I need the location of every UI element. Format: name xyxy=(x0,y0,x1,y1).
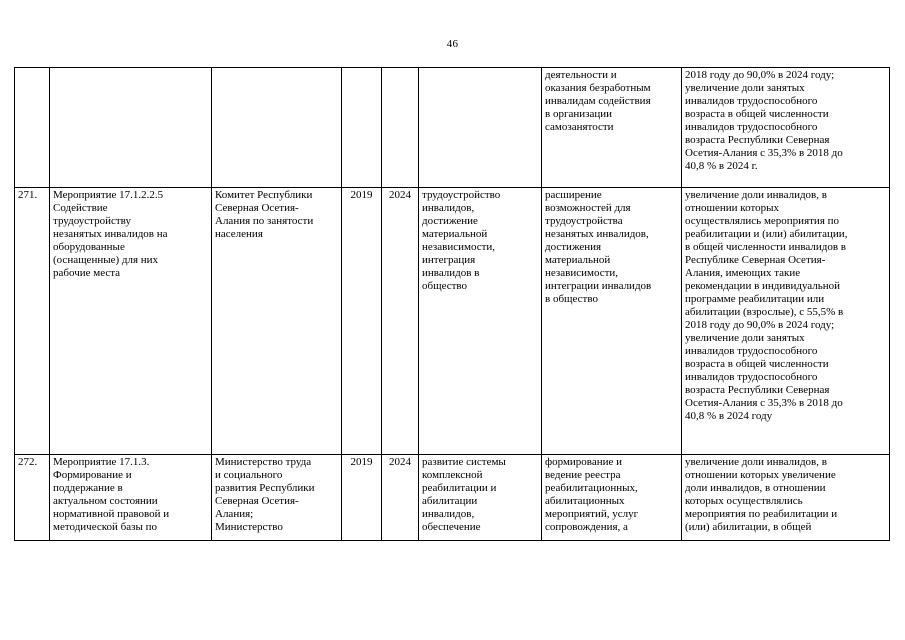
end-year-cell: 2024 xyxy=(382,188,419,455)
row-number-cell: 271. xyxy=(15,188,50,455)
cell-text-line: Мероприятие 17.1.3. xyxy=(53,456,150,468)
cell-text-line: Алания по занятости xyxy=(215,215,314,227)
cell-text-line: методической базы по xyxy=(53,521,158,533)
cell-text-line: общество xyxy=(422,280,468,292)
cell-text-line: Формирование и xyxy=(53,469,132,481)
cell-text-line: мероприятий, услуг xyxy=(545,508,639,520)
table-body xyxy=(15,68,890,541)
cell-text-line: абилитации xyxy=(422,495,478,507)
cell-text-line: абилитации (взрослые), с 55,5% в xyxy=(685,306,844,318)
cell-text-line: достижение xyxy=(422,215,478,227)
cell-text-line: инвалидов, xyxy=(422,202,475,214)
cell-text-line: отношении которых xyxy=(685,202,780,214)
cell-text-line: в организации xyxy=(545,108,612,120)
event-cell xyxy=(50,455,212,541)
cell-text-line: расширение xyxy=(545,189,602,201)
cell-text-line: достижения xyxy=(545,241,602,253)
cell-text-line: увеличение доли инвалидов, в xyxy=(685,189,827,201)
cell-text-line: оборудованные xyxy=(53,241,125,253)
cell-text-line: развития Республики xyxy=(215,482,315,494)
start-year-cell: 2019 xyxy=(342,188,382,455)
cell-text-line: Алания, имеющих такие xyxy=(685,267,801,279)
indicator-cell xyxy=(682,68,890,188)
cell-text-line: программе реабилитации или xyxy=(685,293,825,305)
cell-text-line: интеграции инвалидов xyxy=(545,280,652,292)
cell-text-line: инвалидов трудоспособного xyxy=(685,345,818,357)
cell-text-line: возможностей для xyxy=(545,202,631,214)
cell-text-line: интеграция xyxy=(422,254,476,266)
executor-cell xyxy=(212,455,342,541)
measures-table xyxy=(14,67,890,541)
expected-result-cell xyxy=(542,68,682,188)
cell-text-line: Осетия-Алания с 35,3% в 2018 до xyxy=(685,147,843,159)
cell-text-line: абилитационных xyxy=(545,495,625,507)
cell-text-line: инвалидов, xyxy=(422,508,475,520)
cell-text-line: деятельности и xyxy=(545,69,617,81)
direction-cell xyxy=(419,455,542,541)
cell-text-line: обеспечение xyxy=(422,521,481,533)
cell-text-line: развитие системы xyxy=(422,456,506,468)
cell-text-line: 40,8 % в 2024 году xyxy=(685,410,773,422)
direction-cell xyxy=(419,68,542,188)
cell-text-line: инвалидов трудоспособного xyxy=(685,371,818,383)
cell-text-line: трудоустройство xyxy=(422,189,501,201)
cell-text-line: реабилитации и xyxy=(422,482,497,494)
cell-text-line: инвалидам содействия xyxy=(545,95,651,107)
cell-text-line: формирование и xyxy=(545,456,623,468)
cell-text-line: инвалидов трудоспособного xyxy=(685,95,818,107)
cell-text-line: доли инвалидов, в отношении xyxy=(685,482,826,494)
expected-result-cell xyxy=(542,188,682,455)
start-year-cell: 2019 xyxy=(342,455,382,541)
cell-text-line: в общей численности инвалидов в xyxy=(685,241,846,253)
cell-text-line: комплексной xyxy=(422,469,483,481)
executor-cell xyxy=(212,68,342,188)
cell-text-line: возраста в общей численности xyxy=(685,358,829,370)
cell-text-line: населения xyxy=(215,228,263,240)
cell-text-line: рабочие места xyxy=(53,267,121,279)
row-number-cell xyxy=(15,68,50,188)
cell-text-line: Министерство труда xyxy=(215,456,312,468)
table-row xyxy=(15,455,890,541)
cell-text-line: поддержание в xyxy=(53,482,123,494)
cell-text-line: сопровождения, а xyxy=(545,521,628,533)
cell-text-line: независимости, xyxy=(422,241,496,253)
cell-text-line: возраста в общей численности xyxy=(685,108,829,120)
end-year-cell: 2024 xyxy=(382,455,419,541)
cell-text-line: Министерство xyxy=(215,521,283,533)
cell-text-line: 2018 году до 90,0% в 2024 году; xyxy=(685,319,835,331)
cell-text-line: самозанятости xyxy=(545,121,614,133)
expected-result-cell xyxy=(542,455,682,541)
cell-text-line: увеличение доли занятых xyxy=(685,82,805,94)
row-number-cell: 272. xyxy=(15,455,50,541)
cell-text-line: (оснащенные) для них xyxy=(53,254,159,266)
cell-text-line: нормативной правовой и xyxy=(53,508,170,520)
cell-text-line: оказания безработным xyxy=(545,82,651,94)
cell-text-line: трудоустройства xyxy=(545,215,623,227)
cell-text-line: мероприятия по реабилитации и xyxy=(685,508,838,520)
table-row xyxy=(15,188,890,455)
cell-text-line: реабилитации и (или) абилитации, xyxy=(685,228,848,240)
cell-text-line: незанятых инвалидов на xyxy=(53,228,168,240)
cell-text-line: отношении которых увеличение xyxy=(685,469,836,481)
cell-text-line: незанятых инвалидов, xyxy=(545,228,649,240)
cell-text-line: 40,8 % в 2024 г. xyxy=(685,160,758,172)
indicator-cell xyxy=(682,188,890,455)
executor-cell xyxy=(212,188,342,455)
cell-text-line: в общество xyxy=(545,293,598,305)
direction-cell xyxy=(419,188,542,455)
cell-text-line: ведение реестра xyxy=(545,469,621,481)
cell-text-line: которых осуществлялись xyxy=(685,495,803,507)
event-cell xyxy=(50,68,212,188)
end-year-cell xyxy=(382,68,419,188)
cell-text-line: Северная Осетия- xyxy=(215,202,299,214)
cell-text-line: рекомендации в индивидуальной xyxy=(685,280,841,292)
cell-text-line: инвалидов в xyxy=(422,267,480,279)
cell-text-line: Алания; xyxy=(215,508,254,520)
cell-text-line: Осетия-Алания с 35,3% в 2018 до xyxy=(685,397,843,409)
cell-text-line: (или) абилитации, в общей xyxy=(685,521,812,533)
cell-text-line: актуальном состоянии xyxy=(53,495,158,507)
start-year-cell xyxy=(342,68,382,188)
cell-text-line: 2018 году до 90,0% в 2024 году; xyxy=(685,69,835,81)
cell-text-line: инвалидов трудоспособного xyxy=(685,121,818,133)
table-row xyxy=(15,68,890,188)
cell-text-line: Комитет Республики xyxy=(215,189,313,201)
cell-text-line: Республике Северная Осетия- xyxy=(685,254,826,266)
cell-text-line: трудоустройству xyxy=(53,215,131,227)
cell-text-line: возраста Республики Северная xyxy=(685,384,830,396)
indicator-cell xyxy=(682,455,890,541)
cell-text-line: возраста Республики Северная xyxy=(685,134,830,146)
cell-text-line: и социального xyxy=(215,469,283,481)
cell-text-line: осуществлялись мероприятия по xyxy=(685,215,840,227)
cell-text-line: материальной xyxy=(545,254,611,266)
cell-text-line: Северная Осетия- xyxy=(215,495,299,507)
cell-text-line: увеличение доли инвалидов, в xyxy=(685,456,827,468)
cell-text-line: Содействие xyxy=(53,202,108,214)
cell-text-line: увеличение доли занятых xyxy=(685,332,805,344)
cell-text-line: реабилитационных, xyxy=(545,482,638,494)
page-number: 46 xyxy=(446,38,459,50)
event-cell xyxy=(50,188,212,455)
cell-text-line: независимости, xyxy=(545,267,619,279)
cell-text-line: материальной xyxy=(422,228,488,240)
cell-text-line: Мероприятие 17.1.2.2.5 xyxy=(53,189,164,201)
